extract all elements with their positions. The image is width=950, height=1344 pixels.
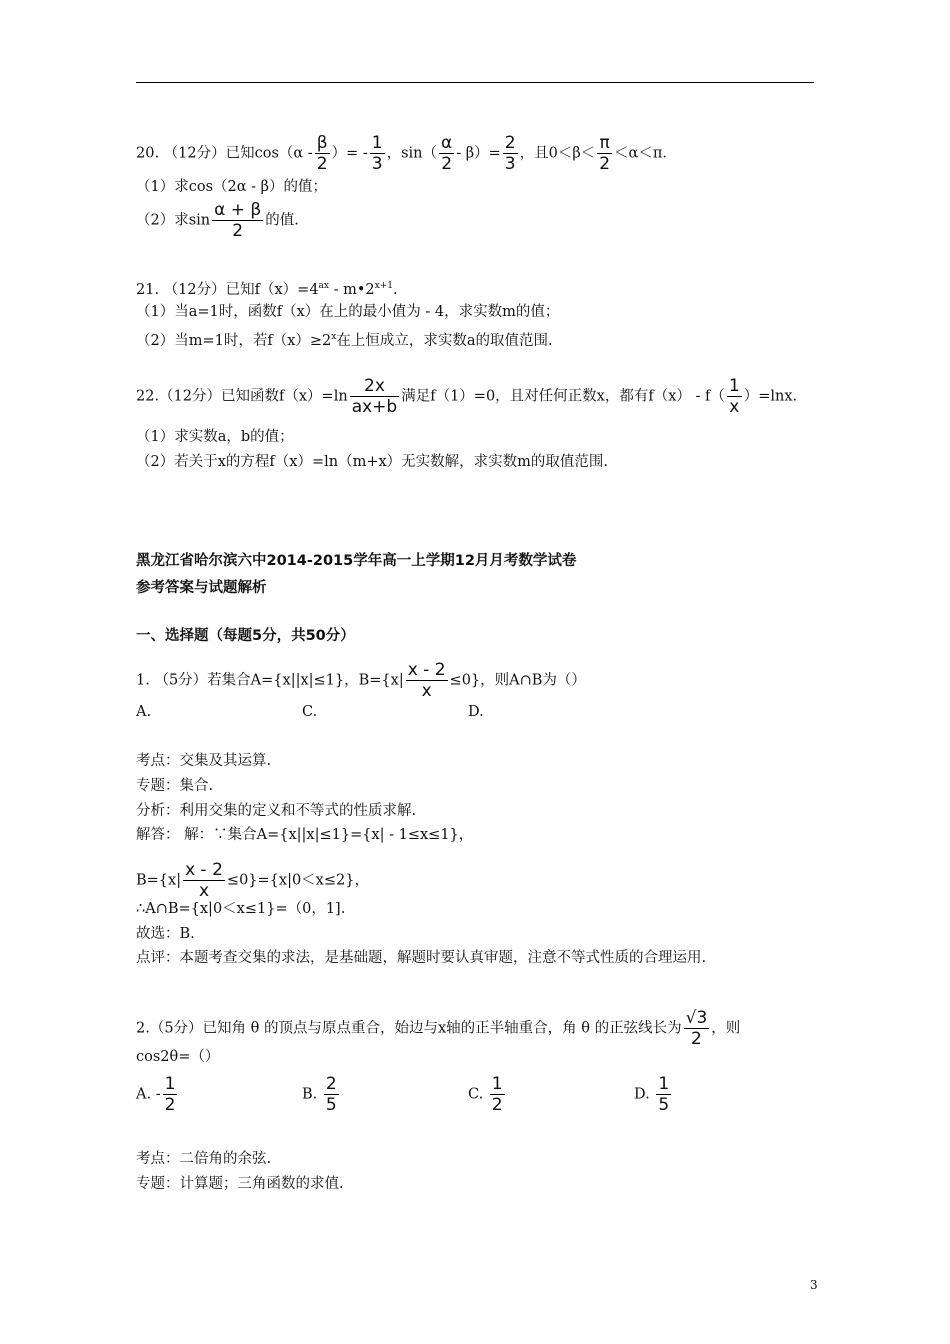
page-number: 3 [810,1278,818,1292]
a1-kaodian: 考点：交集及其运算. [136,753,272,769]
a2-zhuanti: 专题：计算题；三角函数的求值. [136,1176,344,1192]
a1-conclusion: ∴A∩B={x|0＜x≤1}=（0，1]. [136,901,346,917]
a2-kaodian: 考点：二倍角的余弦. [136,1151,272,1167]
fraction: $\frac{√3}{2}$ [685,1008,708,1049]
q20-sub2: （2）求sin $\frac{\alpha + \beta}{2}$ 的值. [136,200,299,241]
a1-jieda: 解答： 解：∵集合A={x||x|≤1}={x| - 1≤x≤1}， [136,827,474,843]
q20-sub1: （1）求cos（2α - β）的值； [136,179,328,195]
q22-stem: 22.（12分）已知函数f（x）=ln $\frac{2x}{ax+b}$ 满足f（1）=0，且对任何正数x，都有f（x） - f（ $\frac{1}{x}$ ）=lnx. [136,376,798,417]
choice-b: B. $\frac{2}{5}$ [302,1074,337,1115]
a1-stem: 1. （5分）若集合A={x||x|≤1}，B={x| $\frac{x - 2}{x}$ ≤0}，则A∩B为（） [136,660,586,701]
fraction: $\frac{2}{3}$ [504,133,516,174]
choice-d: D. [468,704,484,720]
fraction: $\frac{x - 2}{x}$ [185,860,223,901]
q22-sub1: （1）求实数a，b的值； [136,429,294,445]
q20-stem: 20. （12分）已知cos（α - $\frac{\beta}{2}$ ）= - $\frac{1}{3}$ ，sin（ $\frac{\alpha}{2}$ - β）= $\frac{2}{3}$ ，且0＜β＜ $\frac{\pi}{2}$ ＜α＜π． [136,133,677,174]
choice-d: D. $\frac{1}{5}$ [634,1074,670,1115]
q22-sub2: （2）若关于x的方程f（x）=ln（m+x）无实数解，求实数m的取值范围. [136,454,609,470]
a2-choices [136,1074,673,1115]
choice-a: A. - $\frac{1}{2}$ [136,1074,176,1115]
fraction: $\frac{\alpha + \beta}{2}$ [214,200,262,241]
section-heading: 一、选择题（每题5分，共50分） [136,628,355,644]
q21-sub2: （2）当m=1时，若$f(x)\ge 2^x$在上恒成立，求实数a的取值范围. [136,332,553,349]
a1-choices [136,702,484,722]
a1-fenxi: 分析：利用交集的定义和不等式的性质求解. [136,803,417,819]
a2-stem-line2: cos2θ=（） [136,1049,220,1065]
fraction: $\frac{1}{3}$ [371,133,383,174]
choice-c: C. $\frac{1}{2}$ [468,1074,503,1115]
a1-b-line: B={x| $\frac{x - 2}{x}$ ≤0}={x|0＜x≤2}， [136,860,369,901]
a2-stem: 2.（5分）已知角 θ 的顶点与原点重合，始边与x轴的正半轴重合，角 θ 的正弦线长为 $\frac{√3}{2}$ ，则 [136,1008,741,1049]
fraction: $\frac{\beta}{2}$ [316,133,328,174]
a1-zhuanti: 专题：集合. [136,778,214,794]
header-rule [136,82,814,83]
a1-dianping: 点评：本题考查交集的求法，是基础题，解题时要认真审题，注意不等式性质的合理运用. [136,950,707,966]
fraction: $\frac{2x}{ax+b}$ [351,376,398,417]
fraction: $\frac{\alpha}{2}$ [441,133,453,174]
fraction: $\frac{1}{x}$ [728,376,740,417]
fraction: $\frac{\pi}{2}$ [599,133,611,174]
answer-subtitle: 参考答案与试题解析 [136,580,267,596]
choice-c: C. [302,704,318,720]
a1-guxuan: 故选：B. [136,926,195,942]
q21-sub1: （1）当a=1时，函数f（x）在上的最小值为 - 4，求实数m的值； [136,304,560,320]
q21-stem: 21. （12分）已知$f(x)=4^{ax}$ - $m•2^{x+1}$. [136,281,398,298]
answer-title: 黑龙江省哈尔滨六中2014-2015学年高一上学期12月月考数学试卷 [136,553,577,569]
choice-a: A. [136,704,152,720]
fraction: $\frac{x - 2}{x}$ [407,660,446,701]
